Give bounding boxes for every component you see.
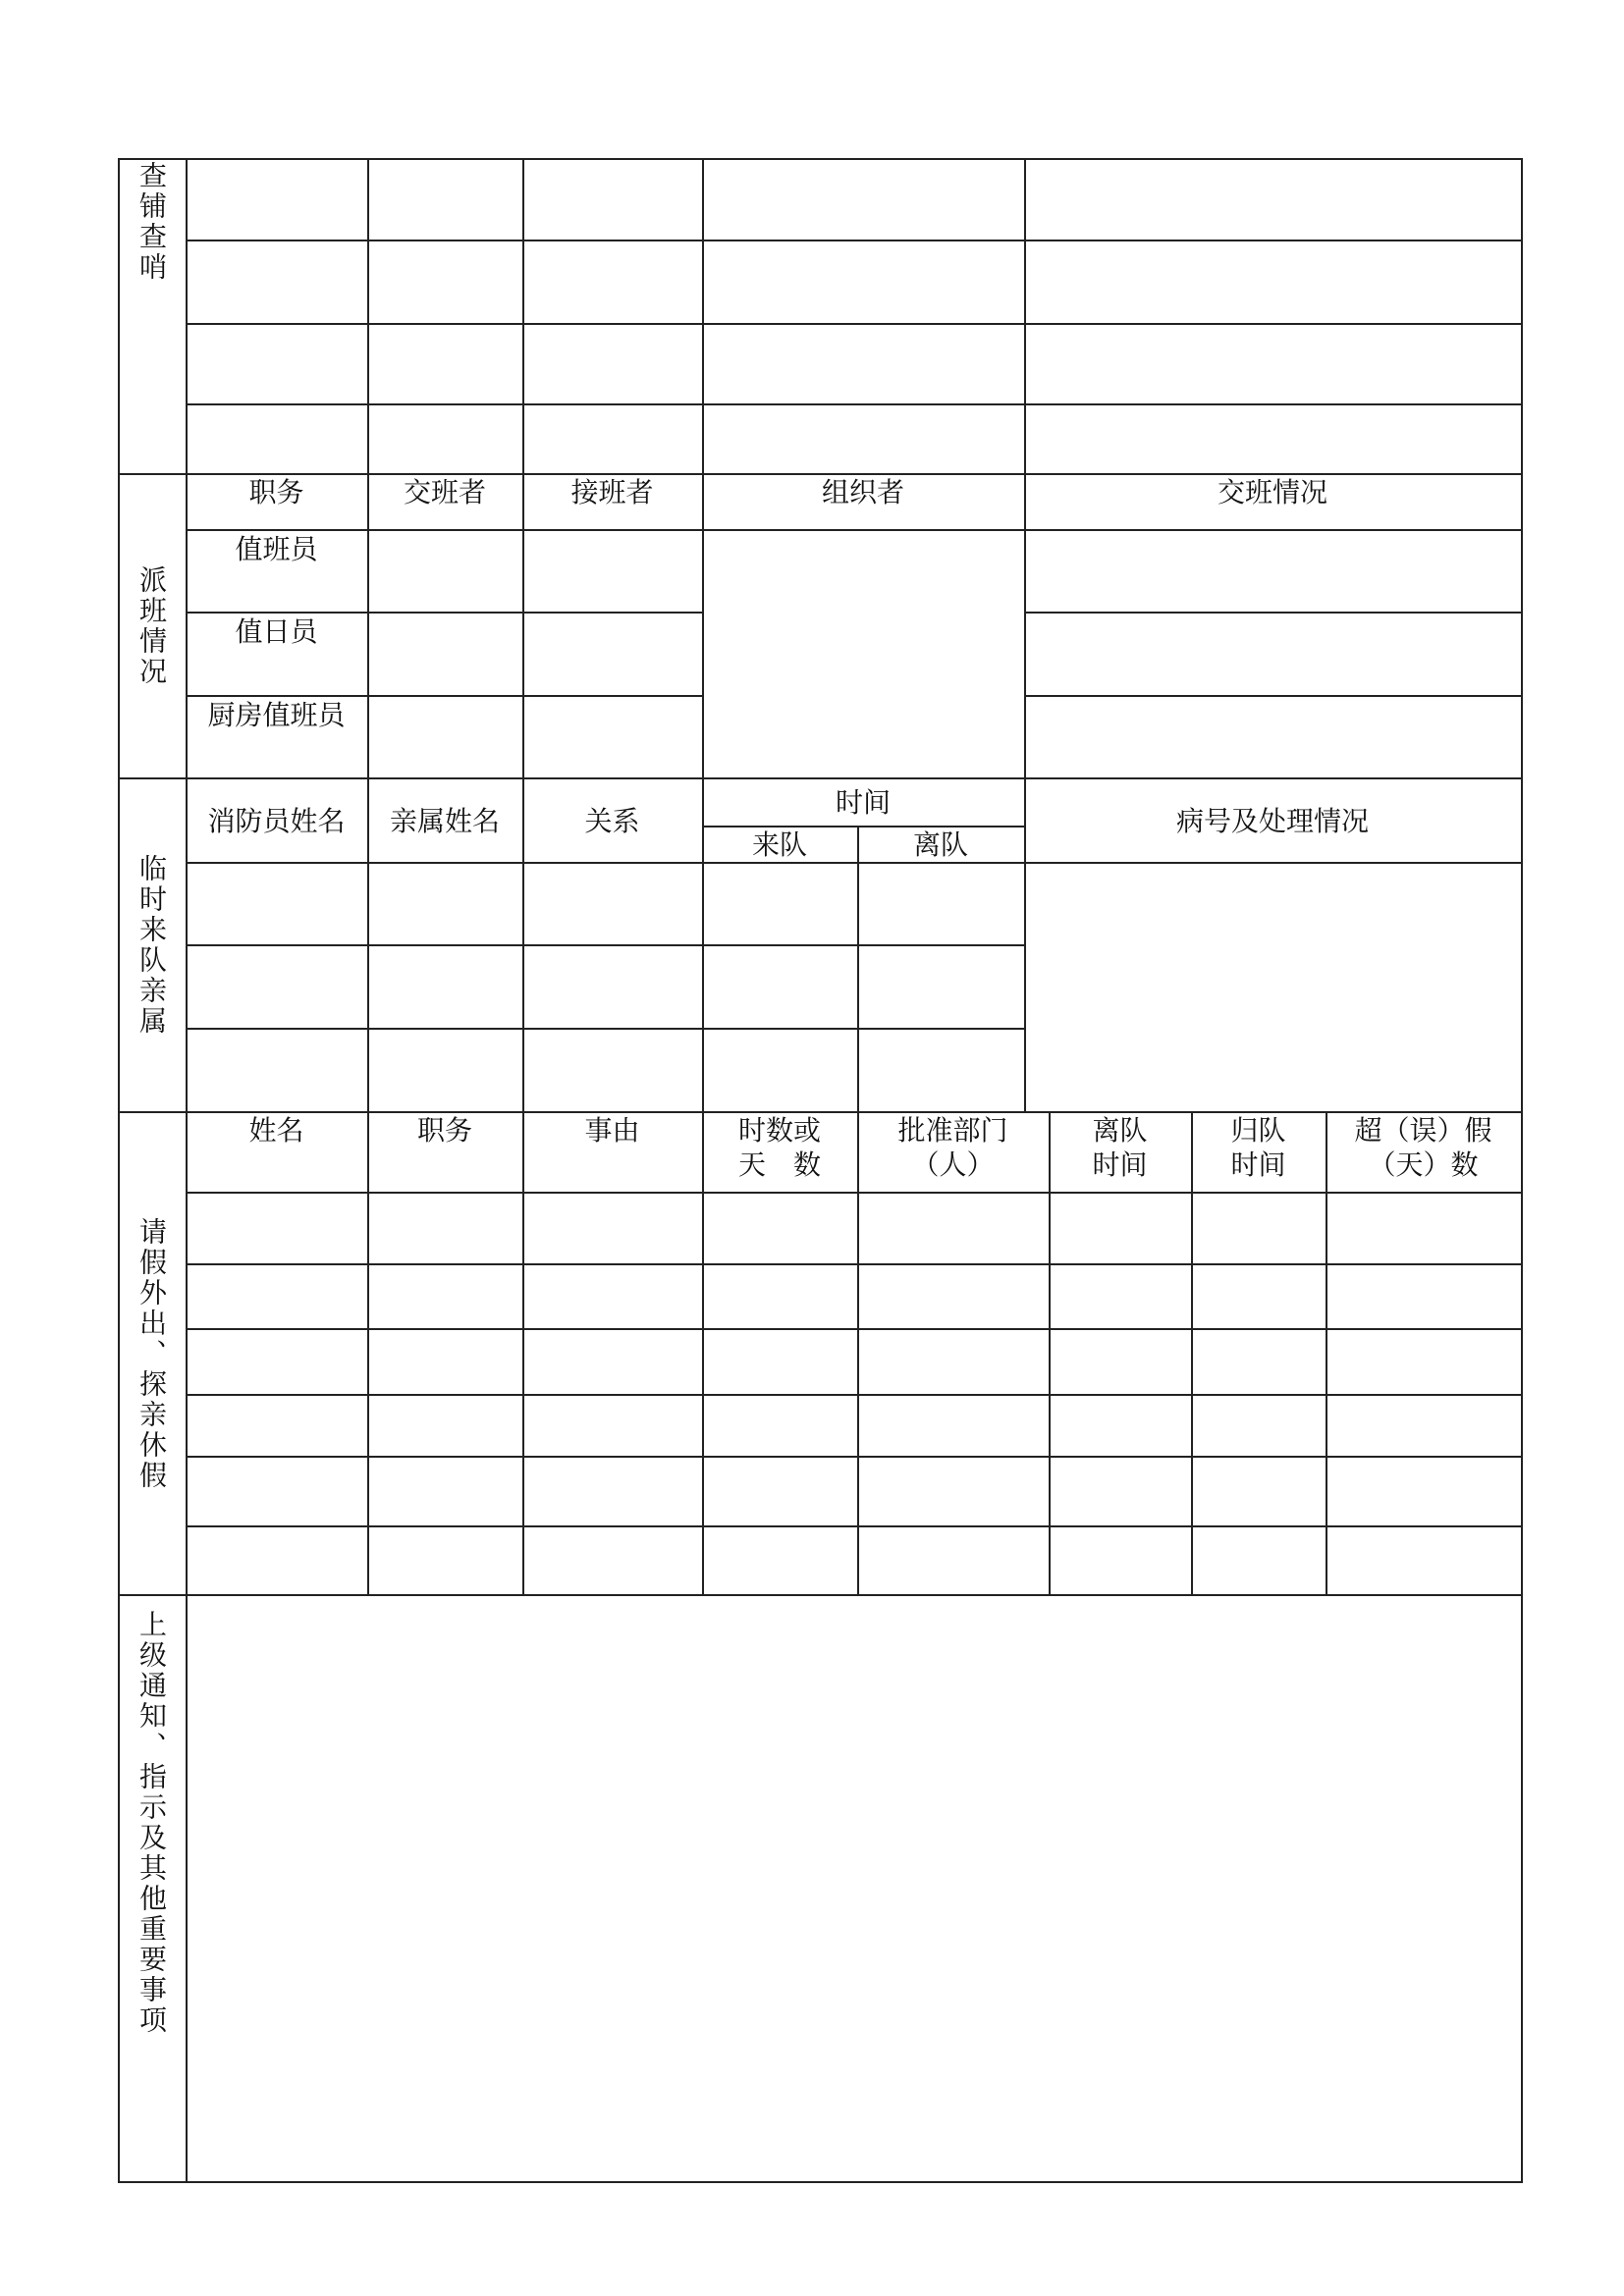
line-relatives-header <box>186 862 1523 864</box>
line-patrol-2 <box>186 323 1523 325</box>
line-relatives-2 <box>186 1028 1026 1030</box>
border-right <box>1521 158 1523 2183</box>
rel-col-time-split <box>857 826 859 1111</box>
shift-col-b <box>522 473 524 777</box>
leave-col-a <box>367 1111 369 1594</box>
rel-header-relation: 关系 <box>584 804 640 837</box>
leave-col-c <box>702 1111 704 1594</box>
line-shift-2b <box>1026 695 1523 697</box>
line-shift-1b <box>1026 612 1523 614</box>
leave-col-e <box>1049 1111 1051 1594</box>
col-b <box>522 158 524 473</box>
line-leave-4 <box>186 1456 1523 1458</box>
col-c <box>702 158 704 473</box>
line-leave-3 <box>186 1394 1523 1396</box>
leave-col-g <box>1326 1111 1327 1594</box>
shift-header-status: 交班情况 <box>1217 476 1327 508</box>
rel-header-time: 时间 <box>835 786 891 819</box>
leave-header-name: 姓名 <box>248 1114 304 1147</box>
section-label-relatives: 临时来队亲属 <box>135 854 168 1037</box>
leave-header-return-time: 归队 时间 <box>1230 1114 1286 1181</box>
shift-col-a <box>367 473 369 777</box>
leave-header-duration: 时数或 天 数 <box>737 1114 821 1181</box>
leave-col-f <box>1191 1111 1193 1594</box>
shift-header-role: 职务 <box>248 476 304 508</box>
line-relatives-1 <box>186 944 1026 946</box>
shift-header-organizer: 组织者 <box>821 476 904 508</box>
col-a <box>367 158 369 473</box>
shift-row-label-duty: 值班员 <box>235 533 318 565</box>
shift-row-label-daily: 值日员 <box>235 615 318 648</box>
rel-header-firefighter: 消防员姓名 <box>207 804 346 837</box>
line-patrol-1 <box>186 240 1523 241</box>
line-patrol-3 <box>186 403 1523 405</box>
section-label-notices: 上级通知、指示及其他重要事项 <box>135 1610 168 2036</box>
leave-header-leave-time: 离队 时间 <box>1092 1114 1148 1181</box>
shift-col-c <box>702 473 704 777</box>
border-bottom <box>118 2181 1523 2183</box>
section-label-patrol: 查铺查哨 <box>135 161 168 283</box>
col-d <box>1024 158 1026 473</box>
line-leave-5 <box>186 1525 1523 1527</box>
border-top <box>118 158 1523 160</box>
line-shift-header <box>186 529 1523 531</box>
rel-header-illness: 病号及处理情况 <box>1175 804 1369 837</box>
leave-col-b <box>522 1111 524 1594</box>
leave-header-approver: 批准部门 （人） <box>897 1114 1008 1181</box>
shift-row-label-kitchen: 厨房值班员 <box>207 699 346 731</box>
line-leave-header <box>186 1192 1523 1194</box>
shift-header-handover: 交班者 <box>403 476 486 508</box>
shift-header-receiver: 接班者 <box>570 476 654 508</box>
rel-header-arrive: 来队 <box>751 828 807 861</box>
line-leave-2 <box>186 1328 1523 1330</box>
line-leave-1 <box>186 1263 1523 1265</box>
line-section-notices <box>118 1594 1523 1596</box>
leave-header-overdue: 超（误）假 （天）数 <box>1354 1114 1492 1181</box>
section-label-shift: 派班情况 <box>135 565 168 687</box>
leave-header-reason: 事由 <box>584 1114 640 1147</box>
shift-col-d <box>1024 473 1026 777</box>
leave-header-role: 职务 <box>416 1114 472 1147</box>
rel-header-depart: 离队 <box>912 828 968 861</box>
leave-col-d <box>857 1111 859 1594</box>
section-label-leave: 请假外出、探亲休假 <box>135 1216 168 1491</box>
rel-header-relative: 亲属姓名 <box>389 804 500 837</box>
